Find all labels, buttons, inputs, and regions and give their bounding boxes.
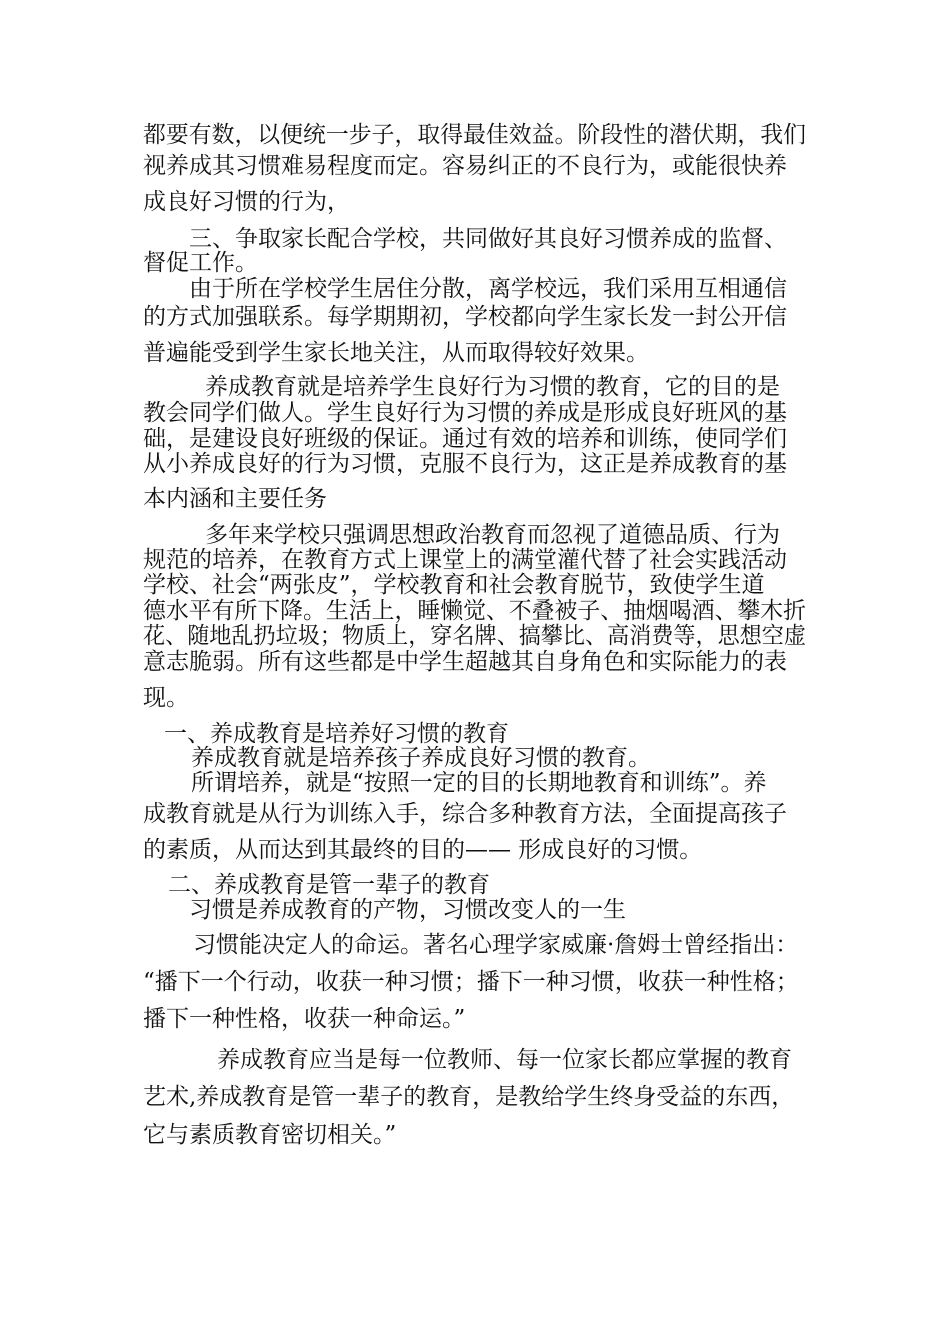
text-line: 三、争取家长配合学校，共同做好其良好习惯养成的监督、 <box>189 226 787 252</box>
text-line: 从小养成良好的行为习惯，克服不良行为，这正是养成教育的基 <box>143 451 787 477</box>
text-line: 普遍能受到学生家长地关注，从而取得较好效果。 <box>143 340 649 366</box>
text-line: 础，是建设良好班级的保证。通过有效的培养和训练，使同学们 <box>143 426 787 452</box>
text-line: 艺术,养成教育是管一辈子的教育，是教给学生终身受益的东西， <box>143 1084 795 1110</box>
text-line: 视养成其习惯难易程度而定。容易纠正的不良行为，或能很快养 <box>143 153 787 179</box>
text-line: 习惯能决定人的命运。著名心理学家威廉·詹姆士曾经指出： <box>193 932 799 958</box>
text-line: 都要有数，以便统一步子，取得最佳效益。阶段性的潜伏期，我们 <box>143 122 806 148</box>
text-line: 成良好习惯的行为， <box>143 189 350 215</box>
text-line: 多年来学校只强调思想政治教育而忽视了道德品质、行为 <box>205 522 780 548</box>
text-line: 教会同学们做人。学生良好行为习惯的养成是形成良好班风的基 <box>143 400 787 426</box>
text-line: 由于所在学校学生居住分散，离学校远，我们采用互相通信 <box>189 276 787 302</box>
text-line: 的方式加强联系。每学期期初，学校都向学生家长发一封公开信 <box>143 304 787 330</box>
text-line: 本内涵和主要任务 <box>143 486 327 512</box>
text-line: 养成教育就是培养孩子养成良好习惯的教育。 <box>191 745 651 771</box>
text-line: 养成教育应当是每一位教师、每一位家长都应掌握的教育 <box>217 1047 792 1073</box>
text-line: 现。 <box>143 685 189 711</box>
text-line: 督促工作。 <box>143 250 258 276</box>
text-line: 意志脆弱。所有这些都是中学生超越其自身角色和实际能力的表 <box>143 649 787 675</box>
text-line: 它与素质教育密切相关。” <box>143 1122 397 1148</box>
text-line: 花、随地乱扔垃圾；物质上，穿名牌、搞攀比、高消费等，思想空虚 <box>143 623 806 649</box>
text-line: “播下一个行动，收获一种习惯；播下一种习惯，收获一种性格； <box>143 969 799 995</box>
section-heading: 一、养成教育是培养好习惯的教育 <box>164 721 509 747</box>
text-line: 习惯是养成教育的产物，习惯改变人的一生 <box>189 897 626 923</box>
text-line: 成教育就是从行为训练入手，综合多种教育方法，全面提高孩子 <box>143 801 787 827</box>
text-line: 德水平有所下降。生活上，睡懒觉、不叠被子、抽烟喝酒、攀木折 <box>143 598 806 624</box>
text-line: 播下一种性格，收获一种命运。” <box>143 1006 466 1032</box>
text-line: 的素质，从而达到其最终的目的—— 形成良好的习惯。 <box>143 837 703 863</box>
text-line: 规范的培养，在教育方式上课堂上的满堂灌代替了社会实践活动 <box>143 547 787 573</box>
section-heading: 二、养成教育是管一辈子的教育 <box>168 872 490 898</box>
text-line: 所谓培养，就是“按照一定的目的长期地教育和训练”。养 <box>191 770 767 796</box>
text-line: 学校、社会“两张皮”，学校教育和社会教育脱节，致使学生道 <box>143 572 765 598</box>
text-line: 养成教育就是培养学生良好行为习惯的教育，它的目的是 <box>205 374 780 400</box>
